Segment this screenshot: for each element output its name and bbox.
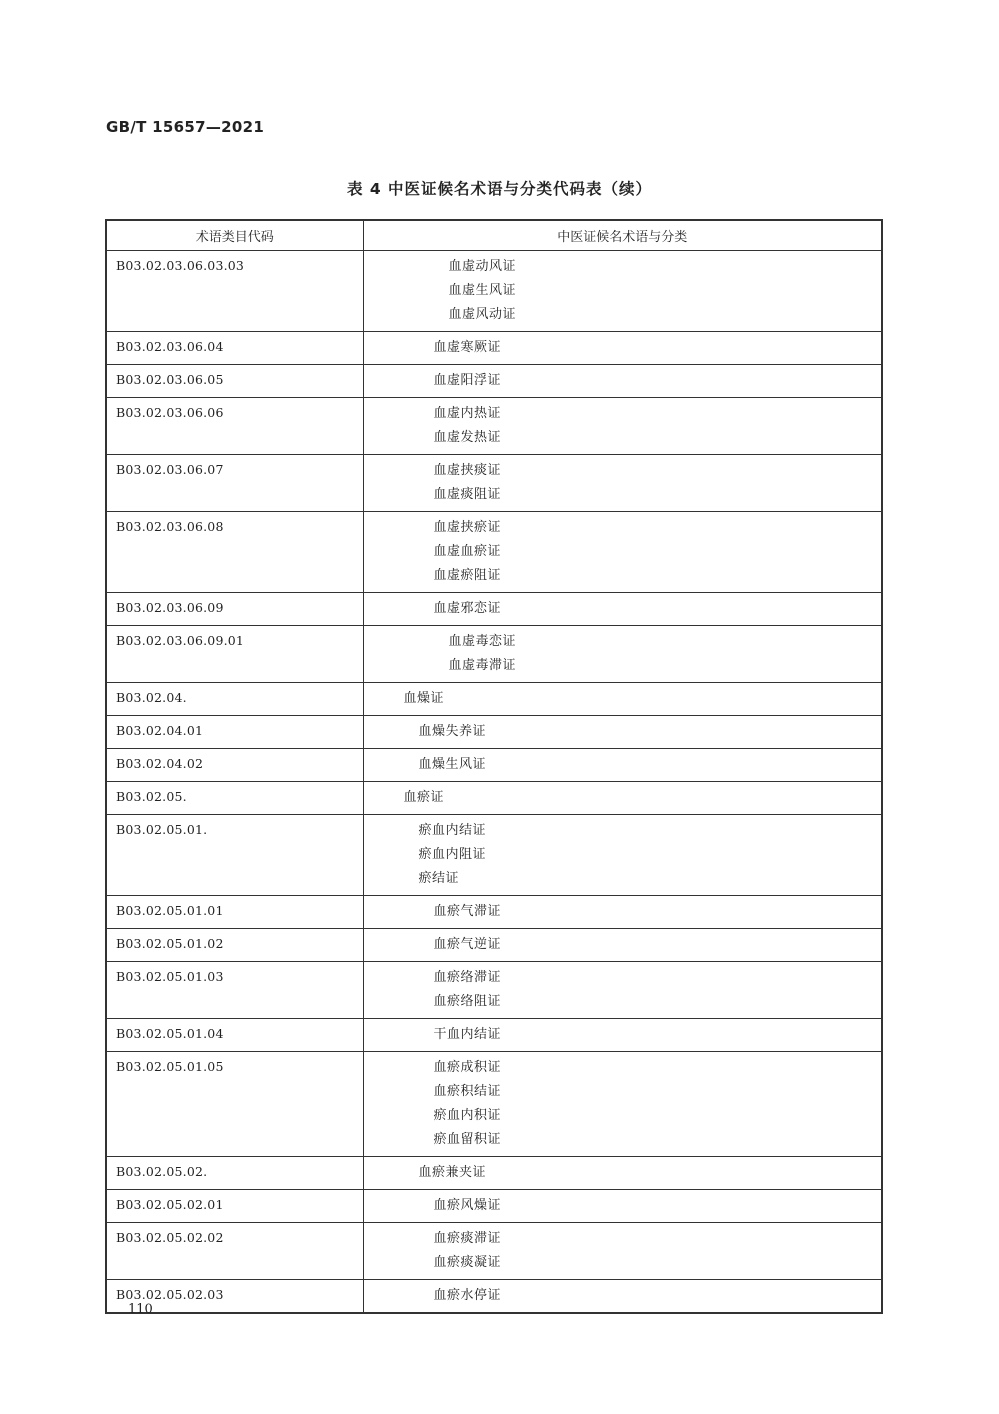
category-code-cell: B03.02.05.01.05 <box>106 1051 363 1156</box>
syndrome-term: 瘀血内积证 <box>433 1107 502 1123</box>
syndrome-term: 血虚瘀阻证 <box>433 567 502 583</box>
syndrome-term: 血虚阳浮证 <box>433 372 502 388</box>
syndrome-term: 血瘀痰凝证 <box>433 1254 502 1270</box>
syndrome-term: 血瘀痰滞证 <box>433 1230 502 1246</box>
table-row <box>106 1222 882 1279</box>
syndrome-terms-cell <box>363 1189 882 1222</box>
syndrome-term: 血虚毒滞证 <box>448 657 517 673</box>
category-code-cell: B03.02.05.01. <box>106 814 363 895</box>
syndrome-term: 血虚痰阻证 <box>433 486 502 502</box>
standard-code: GB/T 15657—2021 <box>106 118 265 136</box>
category-code-cell: B03.02.05.02.02 <box>106 1222 363 1279</box>
syndrome-terms-cell <box>363 454 882 511</box>
syndrome-term: 血瘀水停证 <box>433 1287 502 1303</box>
syndrome-term: 血虚动风证 <box>448 258 517 274</box>
column-header-code: 术语类目代码 <box>106 220 363 250</box>
table-row <box>106 715 882 748</box>
syndrome-terms-cell <box>363 682 882 715</box>
syndrome-terms-cell <box>363 592 882 625</box>
category-code-cell: B03.02.05. <box>106 781 363 814</box>
table-row <box>106 748 882 781</box>
table-row <box>106 331 882 364</box>
table-header-row <box>106 220 882 250</box>
table-row <box>106 814 882 895</box>
category-code-cell: B03.02.03.06.09 <box>106 592 363 625</box>
table-row <box>106 682 882 715</box>
syndrome-terms-cell <box>363 625 882 682</box>
syndrome-term: 血虚发热证 <box>433 429 502 445</box>
syndrome-term: 瘀血留积证 <box>433 1131 502 1147</box>
table-row <box>106 895 882 928</box>
category-code-cell: B03.02.05.01.04 <box>106 1018 363 1051</box>
syndrome-terms-cell <box>363 814 882 895</box>
category-code-cell: B03.02.03.06.05 <box>106 364 363 397</box>
syndrome-term: 血虚风动证 <box>448 306 517 322</box>
syndrome-term: 血燥失养证 <box>418 723 487 739</box>
table-row <box>106 250 882 331</box>
syndrome-terms-cell <box>363 397 882 454</box>
syndrome-terms-cell <box>363 1018 882 1051</box>
category-code-cell: B03.02.04.02 <box>106 748 363 781</box>
syndrome-term: 血瘀气逆证 <box>433 936 502 952</box>
syndrome-term: 血虚生风证 <box>448 282 517 298</box>
table-row <box>106 781 882 814</box>
syndrome-terms-cell <box>363 1156 882 1189</box>
category-code-cell: B03.02.04.01 <box>106 715 363 748</box>
category-code-cell: B03.02.04. <box>106 682 363 715</box>
syndrome-terms-cell <box>363 1051 882 1156</box>
syndrome-term: 血瘀气滞证 <box>433 903 502 919</box>
category-code-cell: B03.02.05.02.03 <box>106 1279 363 1313</box>
syndrome-term: 血瘀兼夹证 <box>418 1164 487 1180</box>
category-code-cell: B03.02.03.06.04 <box>106 331 363 364</box>
syndrome-terms-cell <box>363 928 882 961</box>
syndrome-term: 血虚血瘀证 <box>433 543 502 559</box>
table-row <box>106 364 882 397</box>
table-title: 表 4 中医证候名术语与分类代码表（续） <box>346 180 653 198</box>
table-body <box>106 250 882 1313</box>
syndrome-terms-cell <box>363 1222 882 1279</box>
table-row <box>106 1156 882 1189</box>
table-row <box>106 454 882 511</box>
syndrome-terms-cell <box>363 781 882 814</box>
syndrome-terms-cell <box>363 895 882 928</box>
syndrome-term: 血瘀成积证 <box>433 1059 502 1075</box>
syndrome-term: 干血内结证 <box>433 1026 502 1042</box>
syndrome-term: 血虚挟瘀证 <box>433 519 502 535</box>
syndrome-term: 血瘀络滞证 <box>433 969 502 985</box>
table-row <box>106 928 882 961</box>
table-row <box>106 511 882 592</box>
table-row <box>106 625 882 682</box>
page-number: 110 <box>128 1302 153 1317</box>
table-row <box>106 397 882 454</box>
table-row <box>106 592 882 625</box>
syndrome-term: 血虚邪恋证 <box>433 600 502 616</box>
syndrome-terms-cell <box>363 250 882 331</box>
syndrome-term: 血虚寒厥证 <box>433 339 502 355</box>
syndrome-term: 瘀血内阻证 <box>418 846 487 862</box>
table-row <box>106 1018 882 1051</box>
syndrome-term: 瘀结证 <box>418 870 460 886</box>
syndrome-term: 血瘀证 <box>403 789 445 805</box>
terminology-table-container <box>105 219 881 1314</box>
category-code-cell: B03.02.05.02.01 <box>106 1189 363 1222</box>
syndrome-terms-cell <box>363 1279 882 1313</box>
syndrome-terms-cell <box>363 715 882 748</box>
category-code-cell: B03.02.03.06.09.01 <box>106 625 363 682</box>
terminology-table <box>105 219 883 1314</box>
syndrome-term: 血瘀风燥证 <box>433 1197 502 1213</box>
category-code-cell: B03.02.05.02. <box>106 1156 363 1189</box>
syndrome-terms-cell <box>363 331 882 364</box>
category-code-cell: B03.02.03.06.07 <box>106 454 363 511</box>
category-code-cell: B03.02.05.01.03 <box>106 961 363 1018</box>
column-header-term: 中医证候名术语与分类 <box>363 220 882 250</box>
syndrome-terms-cell <box>363 748 882 781</box>
category-code-cell: B03.02.05.01.01 <box>106 895 363 928</box>
syndrome-term: 血燥证 <box>403 690 445 706</box>
syndrome-term: 血瘀络阻证 <box>433 993 502 1009</box>
syndrome-term: 血虚挟痰证 <box>433 462 502 478</box>
category-code-cell: B03.02.03.06.06 <box>106 397 363 454</box>
syndrome-term: 血虚毒恋证 <box>448 633 517 649</box>
syndrome-term: 瘀血内结证 <box>418 822 487 838</box>
syndrome-terms-cell <box>363 961 882 1018</box>
syndrome-term: 血瘀积结证 <box>433 1083 502 1099</box>
table-row <box>106 1189 882 1222</box>
table-row <box>106 1279 882 1313</box>
syndrome-term: 血虚内热证 <box>433 405 502 421</box>
category-code-cell: B03.02.03.06.03.03 <box>106 250 363 331</box>
category-code-cell: B03.02.05.01.02 <box>106 928 363 961</box>
table-row <box>106 1051 882 1156</box>
category-code-cell: B03.02.03.06.08 <box>106 511 363 592</box>
syndrome-terms-cell <box>363 364 882 397</box>
table-row <box>106 961 882 1018</box>
syndrome-terms-cell <box>363 511 882 592</box>
syndrome-term: 血燥生风证 <box>418 756 487 772</box>
